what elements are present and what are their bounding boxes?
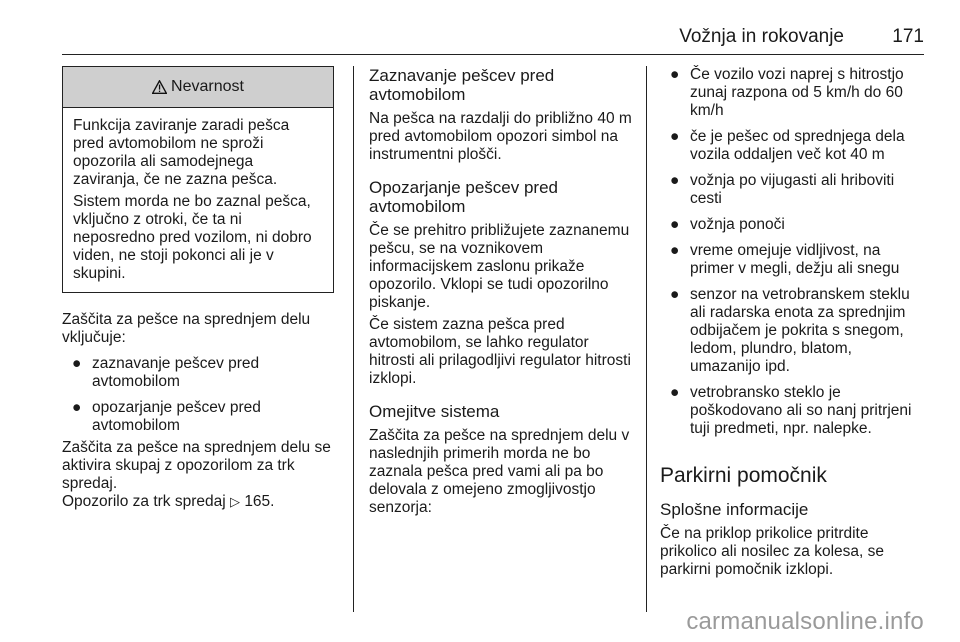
page-reference-icon: ▷ xyxy=(230,494,240,509)
body-paragraph: Zaščita za pešce na sprednjem delu v naslednjih primerih morda ne bo zaznala pešca pred vami ali pa bo delovala z omejeno zmogljivostjo senzorja: xyxy=(369,427,630,516)
intro-text: Zaščita za pešce na sprednjem delu vključuje: xyxy=(62,311,311,346)
list-item xyxy=(660,384,926,438)
watermark: carmanualsonline.info xyxy=(686,608,924,635)
list-item xyxy=(660,216,926,234)
list-item-text: vožnja ponoči xyxy=(690,216,785,233)
warning-paragraph: Sistem morda ne bo zaznal pešca, vključno z otroki, če ta ni neposredno pred vozilom, ni dobro viden, ne stoji pokonci ali je v skupini. xyxy=(73,193,312,282)
list-item xyxy=(660,128,926,164)
bullet-icon: ● xyxy=(670,66,680,83)
section-heading: Zaznavanje pešcev pred avtomobilom xyxy=(369,66,555,104)
warning-title: Nevarnost xyxy=(171,78,244,95)
bullet-icon: ● xyxy=(670,384,680,401)
bullet-icon: ● xyxy=(670,286,680,303)
column-divider-1 xyxy=(353,66,354,612)
warning-triangle-icon xyxy=(152,80,167,94)
section-heading: Opozarjanje pešcev pred avtomobilom xyxy=(369,178,559,216)
list-item-text: vreme omejuje vidljivost, na primer v megli, dežju ali snegu xyxy=(690,242,900,277)
list-item-text: če je pešec od sprednjega dela vozila oddaljen več kot 40 m xyxy=(690,128,905,163)
list-item-text: opozarjanje pešcev pred avtomobilom xyxy=(92,399,261,434)
list-item-text: Če vozilo vozi naprej s hitrostjo zunaj razpona od 5 km/h do 60 km/h xyxy=(690,66,904,119)
list-item xyxy=(62,355,340,391)
column-1 xyxy=(62,66,340,511)
column-3 xyxy=(660,66,926,579)
body-paragraph: Na pešca na razdalji do približno 40 m pred avtomobilom opozori simbol na instrumentni plošči. xyxy=(369,110,632,163)
cross-reference xyxy=(62,493,340,511)
reference-text: Opozorilo za trk spredaj xyxy=(62,493,226,510)
body-paragraph: Če sistem zazna pešca pred avtomobilom, se lahko regulator hitrosti ali prilagodljivi regulator hitrosti izklopi. xyxy=(369,316,631,387)
warning-body xyxy=(63,108,333,292)
column-divider-2 xyxy=(646,66,647,612)
bullet-icon: ● xyxy=(670,242,680,259)
reference-page[interactable]: 165. xyxy=(244,493,275,510)
body-paragraph: Če se prehitro približujete zaznanemu pešcu, se na voznikovem informacijskem zaslonu prikaže opozorilo. Vklopi se tudi opozorilno piskanje. xyxy=(369,222,630,311)
bullet-icon: ● xyxy=(72,399,82,416)
list-item-text: zaznavanje pešcev pred avtomobilom xyxy=(92,355,260,390)
column-2 xyxy=(369,66,637,517)
list-item xyxy=(660,172,926,208)
list-item xyxy=(660,286,926,376)
bullet-icon: ● xyxy=(670,128,680,145)
page-number: 171 xyxy=(892,26,924,47)
warning-header xyxy=(63,67,333,108)
section-heading: Omejitve sistema xyxy=(369,402,500,421)
list-item xyxy=(660,242,926,278)
list-item-text: vožnja po vijugasti ali hriboviti cesti xyxy=(690,172,895,207)
header-title: Vožnja in rokovanje xyxy=(679,26,844,47)
list-item xyxy=(660,66,926,120)
chapter-heading: Parkirni pomočnik xyxy=(660,464,827,487)
list-item xyxy=(62,399,340,435)
page-header xyxy=(62,26,924,55)
warning-paragraph: Funkcija zaviranje zaradi pešca pred avtomobilom ne sproži opozorila ali samodejnega zaviranja, če ne zazna pešca. xyxy=(73,117,290,188)
list-item-text: senzor na vetrobranskem steklu ali radarska enota za sprednjim odbijačem je pokrita s snegom, ledom, plundro, blatom, umazanijo ipd. xyxy=(690,286,910,375)
bullet-icon: ● xyxy=(670,172,680,189)
list-item-text: vetrobransko steklo je poškodovano ali so nanj pritrjeni tuji predmeti, npr. nalepke. xyxy=(690,384,912,437)
body-paragraph: Zaščita za pešce na sprednjem delu se aktivira skupaj z opozorilom za trk spredaj. xyxy=(62,439,331,492)
bullet-icon: ● xyxy=(72,355,82,372)
warning-box xyxy=(62,66,334,293)
section-heading: Splošne informacije xyxy=(660,500,809,519)
body-paragraph: Če na priklop prikolice pritrdite prikolico ali nosilec za kolesa, se parkirni pomočnik izklopi. xyxy=(660,525,884,578)
bullet-icon: ● xyxy=(670,216,680,233)
